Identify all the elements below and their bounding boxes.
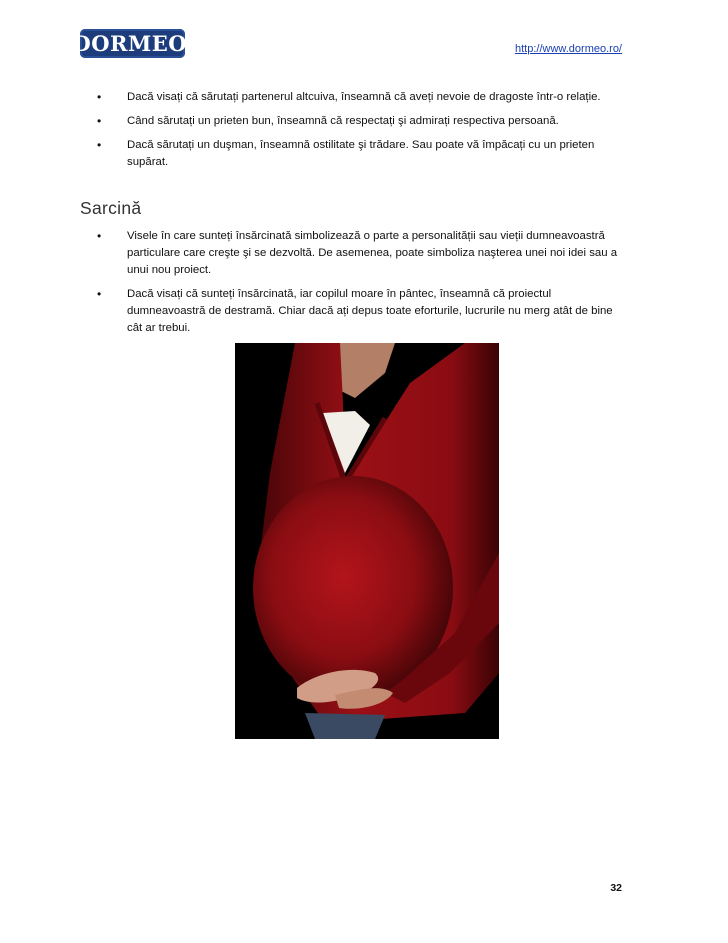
page-number: 32 (610, 882, 622, 894)
list-item (0, 113, 728, 130)
kiss-dreams-list (0, 89, 728, 178)
bullet-icon: • (97, 287, 102, 301)
list-item-text: Dacă visați că sărutați partenerul altcuiva, înseamnă că aveți nevoie de dragoste într-o relație. (127, 91, 601, 103)
list-item-text: Dacă sărutați un duşman, înseamnă ostilitate şi trădare. Sau poate vă împăcați cu un prieten supărat. (127, 139, 595, 168)
bullet-icon: • (97, 138, 102, 152)
section-heading: Sarcină (80, 198, 142, 218)
list-item (0, 286, 728, 337)
list-item (0, 89, 728, 106)
logo-registered-mark: ® (188, 40, 193, 47)
list-item-text: Visele în care sunteți însărcinată simbolizează o parte a personalității sau vieții dumneavoastră particulare care creşte şi se dezvoltă. De asemenea, poate simboliza naşterea unei noi idei sau a unui nou proiect. (127, 230, 618, 276)
list-item (0, 228, 728, 279)
list-item-text: Dacă visați că sunteți însărcinată, iar copilul moare în pântec, înseamnă că proiectul dumneavoastră de destramă. Chiar dacă ați depus toate eforturile, lucrurile nu merg atât de bine cât ar trebui. (127, 288, 613, 334)
photo-illustration (235, 343, 499, 739)
dormeo-logo (72, 29, 193, 58)
pregnancy-dreams-list (0, 228, 728, 344)
bullet-icon: • (97, 229, 102, 243)
bullet-icon: • (97, 90, 102, 104)
bullet-icon: • (97, 114, 102, 128)
list-item (0, 137, 728, 171)
logo-text: DORMEO (72, 31, 188, 56)
list-item-text: Când sărutați un prieten bun, înseamnă că respectați şi admirați respectiva persoană. (127, 115, 559, 127)
site-url-link[interactable]: http://www.dormeo.ro/ (515, 43, 622, 55)
pregnant-woman-photo (235, 343, 499, 739)
